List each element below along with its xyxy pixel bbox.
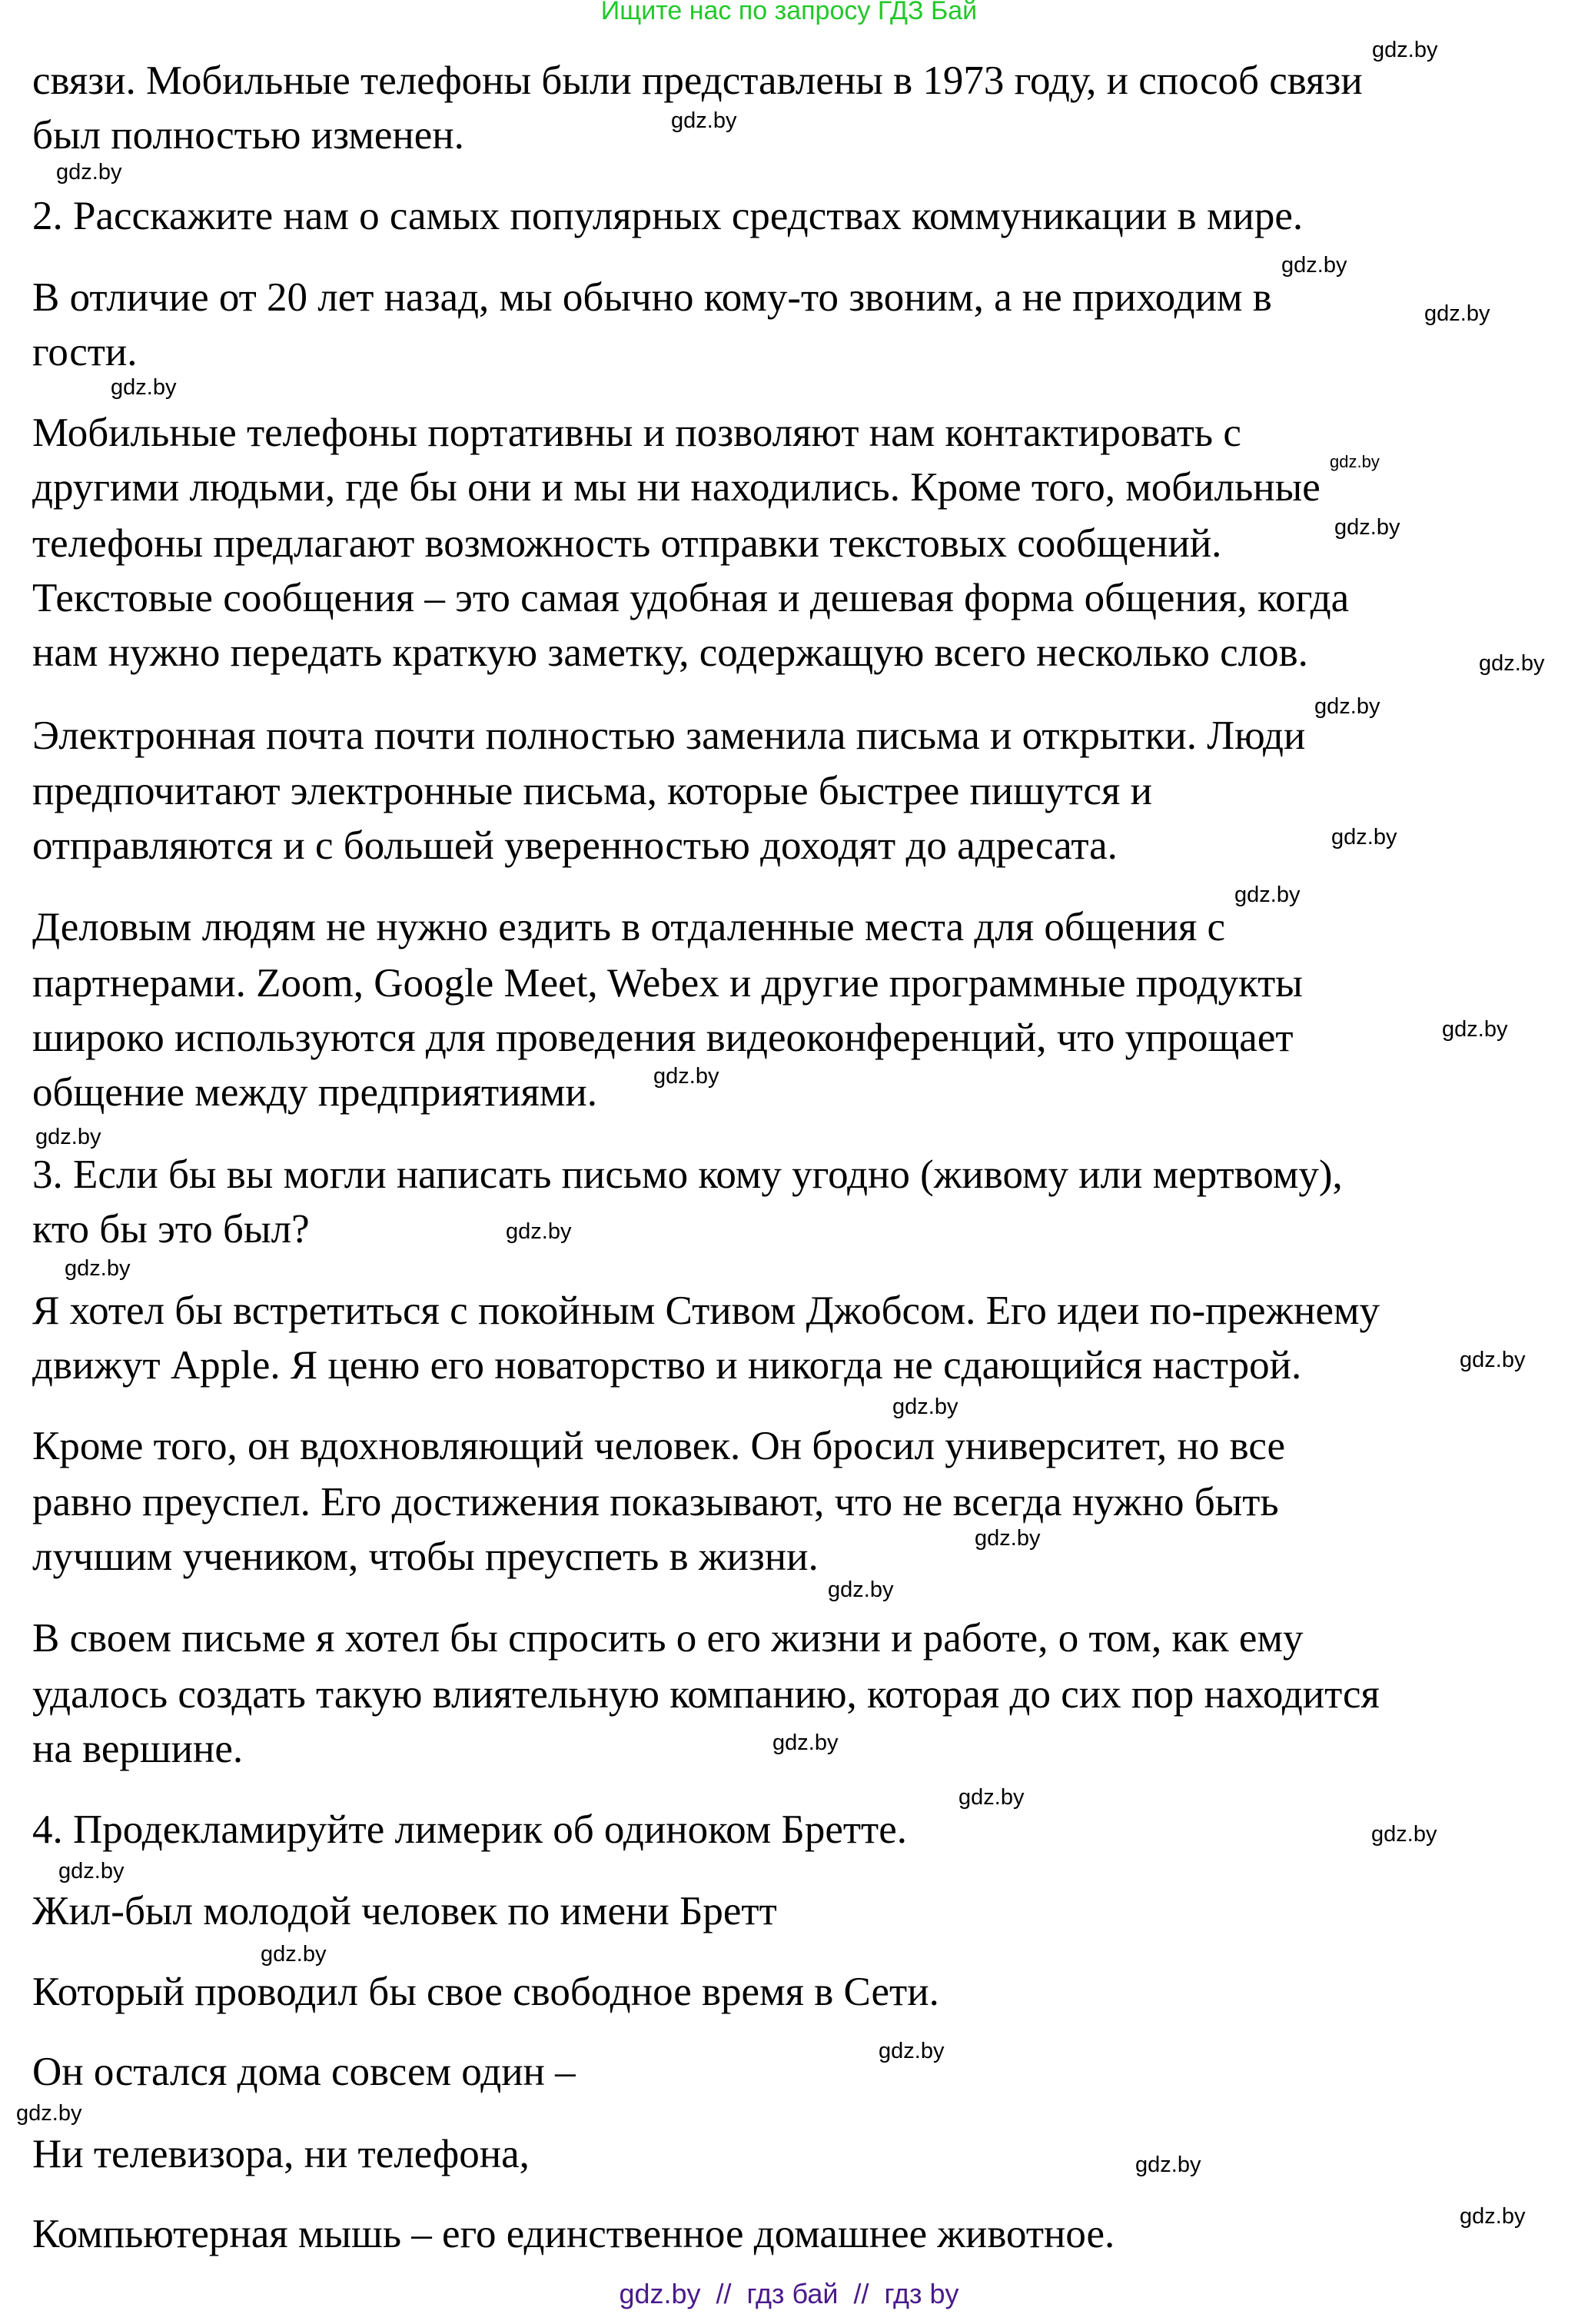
site-search-banner-text: Ищите нас по запросу ГДЗ Бай (600, 0, 978, 25)
watermark: gdz.by (1424, 301, 1490, 326)
text-line: Ни телевизора, ни телефона, (32, 2132, 530, 2176)
text-line: предпочитают электронные письма, которые быстрее пишутся и (32, 769, 1152, 813)
watermark: gdz.by (1371, 1822, 1437, 1847)
watermark: gdz.by (16, 2101, 82, 2126)
watermark: gdz.by (671, 108, 737, 133)
text-line: Электронная почта почти полностью заменила письма и открытки. Люди (32, 713, 1306, 758)
text-line: кто бы это был? (32, 1207, 310, 1252)
text-line: движут Apple. Я ценю его новаторство и никогда не сдающийся настрой. (32, 1343, 1302, 1388)
text-line: 4. Продекламируйте лимерик об одиноком Бретте. (32, 1807, 907, 1852)
watermark: gdz.by (1460, 1348, 1526, 1372)
watermark: gdz.by (1314, 694, 1380, 719)
text-line: партнерами. Zoom, Google Meet, Webex и другие программные продукты (32, 961, 1303, 1006)
watermark: gdz.by (958, 1785, 1025, 1810)
watermark: gdz.by (35, 1125, 101, 1149)
watermark: gdz.by (653, 1064, 719, 1089)
watermark: gdz.by (828, 1578, 894, 1602)
watermark: gdz.by (879, 2039, 945, 2063)
text-line: В отличие от 20 лет назад, мы обычно кому-то звоним, а не приходим в (32, 275, 1272, 320)
text-line: был полностью изменен. (32, 113, 464, 158)
text-line: Который проводил бы свое свободное время в Сети. (32, 1970, 939, 2014)
watermark: gdz.by (975, 1526, 1041, 1551)
watermark: gdz.by (111, 375, 177, 400)
watermark: gdz.by (261, 1942, 327, 1967)
text-line: Компьютерная мышь – его единственное домашнее животное. (32, 2212, 1115, 2256)
text-line: гости. (32, 330, 138, 374)
watermark: gdz.by (772, 1731, 839, 1755)
watermark: gdz.by (506, 1219, 572, 1244)
watermark: gdz.by (1330, 452, 1380, 471)
watermark: gdz.by (1334, 515, 1400, 540)
text-line: другими людьми, где бы они и мы ни находились. Кроме того, мобильные (32, 465, 1321, 510)
text-line: Он остался дома совсем один – (32, 2050, 576, 2094)
watermark: gdz.by (1460, 2204, 1526, 2229)
text-line: на вершине. (32, 1727, 244, 1771)
watermark: gdz.by (1135, 2153, 1201, 2177)
watermark: gdz.by (1442, 1017, 1508, 1042)
text-line: В своем письме я хотел бы спросить о его жизни и работе, о том, как ему (32, 1616, 1304, 1661)
text-line: Жил-был молодой человек по имени Бретт (32, 1889, 777, 1933)
watermark: gdz.by (1331, 825, 1397, 849)
text-line: Мобильные телефоны портативны и позволяют нам контактировать с (32, 411, 1241, 455)
text-line: связи. Мобильные телефоны были представлены в 1973 году, и способ связи (32, 58, 1363, 103)
text-line: отправляются и с большей уверенностью доходят до адресата. (32, 823, 1118, 868)
watermark: gdz.by (1281, 253, 1347, 278)
text-line: широко используются для проведения видеоконференций, что упрощает (32, 1016, 1294, 1060)
text-line: нам нужно передать краткую заметку, содержащую всего несколько слов. (32, 630, 1308, 675)
site-footer-links[interactable]: gdz.by // гдз бай // гдз by (619, 2278, 959, 2309)
text-line: Текстовые сообщения – это самая удобная и дешевая форма общения, когда (32, 576, 1350, 620)
text-line: удалось создать такую влиятельную компанию, которая до сих пор находится (32, 1672, 1380, 1717)
watermark: gdz.by (1372, 38, 1438, 62)
text-line: равно преуспел. Его достижения показывают, что не всегда нужно быть (32, 1480, 1279, 1524)
text-line: телефоны предлагают возможность отправки текстовых сообщений. (32, 521, 1222, 566)
text-line: Я хотел бы встретиться с покойным Стивом Джобсом. Его идеи по-прежнему (32, 1288, 1380, 1333)
watermark: gdz.by (892, 1395, 958, 1419)
watermark: gdz.by (1234, 883, 1301, 907)
watermark: gdz.by (65, 1256, 131, 1281)
text-line: 2. Расскажите нам о самых популярных средствах коммуникации в мире. (32, 194, 1304, 238)
text-line: Деловым людям не нужно ездить в отдаленные места для общения с (32, 905, 1226, 949)
watermark: gdz.by (1479, 651, 1545, 676)
text-line: общение между предприятиями. (32, 1070, 598, 1115)
watermark: gdz.by (58, 1859, 125, 1883)
text-line: 3. Если бы вы могли написать письмо кому угодно (живому или мертвому), (32, 1152, 1343, 1197)
text-line: лучшим учеником, чтобы преуспеть в жизни. (32, 1534, 819, 1579)
site-footer (0, 2279, 1578, 2309)
site-search-banner (0, 0, 1578, 25)
watermark: gdz.by (56, 160, 122, 185)
text-line: Кроме того, он вдохновляющий человек. Он бросил университет, но все (32, 1424, 1286, 1468)
